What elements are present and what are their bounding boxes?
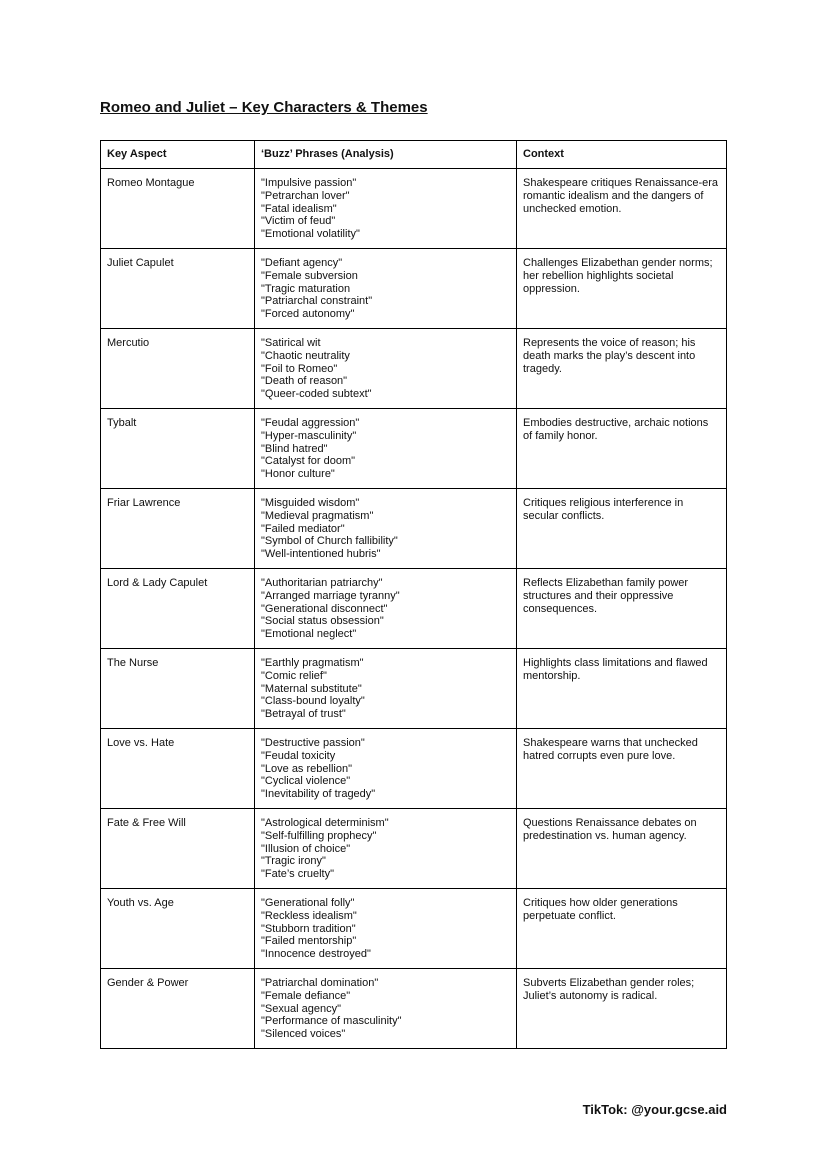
buzz-phrase: "Patriarchal domination" xyxy=(261,977,379,989)
key-aspect-cell: Love vs. Hate xyxy=(101,729,255,809)
table-body xyxy=(101,169,727,1049)
buzz-phrases-cell xyxy=(255,169,517,249)
buzz-phrase: "Victim of feud" xyxy=(261,215,336,228)
buzz-phrases-cell xyxy=(255,329,517,409)
buzz-phrase: "Fatal idealism" xyxy=(261,202,337,215)
key-aspect-cell: Friar Lawrence xyxy=(101,489,255,569)
context-cell: Questions Renaissance debates on predestination vs. human agency. xyxy=(517,809,727,889)
buzz-phrase: "Inevitability of tragedy" xyxy=(261,788,376,801)
table-row xyxy=(101,969,727,1049)
buzz-phrase: "Feudal toxicity xyxy=(261,749,336,762)
buzz-phrase: "Blind hatred" xyxy=(261,442,328,455)
buzz-phrase: "Astrological determinism" xyxy=(261,817,389,829)
key-aspect-cell: Fate & Free Will xyxy=(101,809,255,889)
key-aspect-cell: Youth vs. Age xyxy=(101,889,255,969)
context-cell: Critiques how older generations perpetuate conflict. xyxy=(517,889,727,969)
buzz-phrase: "Betrayal of trust" xyxy=(261,708,346,721)
buzz-phrase: "Chaotic neutrality xyxy=(261,349,350,362)
buzz-phrase: "Innocence destroyed" xyxy=(261,948,371,961)
buzz-phrase: "Illusion of choice" xyxy=(261,842,351,855)
table-row xyxy=(101,409,727,489)
table-row xyxy=(101,249,727,329)
buzz-phrases-cell xyxy=(255,649,517,729)
table-row xyxy=(101,729,727,809)
buzz-phrase: "Reckless idealism" xyxy=(261,909,357,922)
buzz-phrases-cell xyxy=(255,889,517,969)
context-cell: Subverts Elizabethan gender roles; Juliet’s autonomy is radical. xyxy=(517,969,727,1049)
buzz-phrase: "Earthly pragmatism" xyxy=(261,657,364,669)
buzz-phrase: "Authoritarian patriarchy" xyxy=(261,577,383,589)
table-row xyxy=(101,809,727,889)
context-cell: Shakespeare critiques Renaissance-era romantic idealism and the dangers of unchecked emotion. xyxy=(517,169,727,249)
table-row xyxy=(101,569,727,649)
buzz-phrase: "Medieval pragmatism" xyxy=(261,509,374,522)
buzz-phrase: "Stubborn tradition" xyxy=(261,922,356,935)
key-aspect-cell: Tybalt xyxy=(101,409,255,489)
buzz-phrases-cell xyxy=(255,809,517,889)
context-cell: Embodies destructive, archaic notions of family honor. xyxy=(517,409,727,489)
context-cell: Highlights class limitations and flawed mentorship. xyxy=(517,649,727,729)
context-cell: Represents the voice of reason; his death marks the play’s descent into tragedy. xyxy=(517,329,727,409)
page-title: Romeo and Juliet – Key Characters & Themes xyxy=(100,99,428,116)
buzz-phrase: "Generational disconnect" xyxy=(261,602,388,615)
header-key-aspect: Key Aspect xyxy=(101,141,255,169)
buzz-phrase: "Honor culture" xyxy=(261,468,335,481)
key-aspect-cell: Juliet Capulet xyxy=(101,249,255,329)
table-row xyxy=(101,489,727,569)
table-row xyxy=(101,329,727,409)
buzz-phrase: "Foil to Romeo" xyxy=(261,362,338,375)
buzz-phrase: "Emotional volatility" xyxy=(261,228,360,241)
characters-themes-table xyxy=(100,140,727,1049)
key-aspect-cell: Lord & Lady Capulet xyxy=(101,569,255,649)
buzz-phrase: "Tragic irony" xyxy=(261,855,326,868)
buzz-phrase: "Love as rebellion" xyxy=(261,762,352,775)
context-cell: Critiques religious interference in secular conflicts. xyxy=(517,489,727,569)
buzz-phrase: "Death of reason" xyxy=(261,375,348,388)
buzz-phrase: "Failed mentorship" xyxy=(261,935,357,948)
buzz-phrase: "Well-intentioned hubris" xyxy=(261,548,381,561)
buzz-phrase: "Hyper-masculinity" xyxy=(261,429,357,442)
key-aspect-cell: Romeo Montague xyxy=(101,169,255,249)
buzz-phrase: "Social status obsession" xyxy=(261,615,384,628)
buzz-phrase: "Tragic maturation xyxy=(261,282,351,295)
key-aspect-cell: Mercutio xyxy=(101,329,255,409)
buzz-phrase: "Emotional neglect" xyxy=(261,628,357,641)
buzz-phrase: "Feudal aggression" xyxy=(261,417,360,429)
buzz-phrase: "Petrarchan lover" xyxy=(261,189,350,202)
buzz-phrase: "Class-bound loyalty" xyxy=(261,695,365,708)
buzz-phrases-cell xyxy=(255,569,517,649)
context-cell: Shakespeare warns that unchecked hatred corrupts even pure love. xyxy=(517,729,727,809)
buzz-phrase: "Fate’s cruelty" xyxy=(261,868,335,881)
buzz-phrase: "Satirical wit xyxy=(261,337,321,349)
buzz-phrase: "Generational folly" xyxy=(261,897,355,909)
buzz-phrase: "Self-fulfilling prophecy" xyxy=(261,829,377,842)
buzz-phrases-cell xyxy=(255,969,517,1049)
buzz-phrase: "Forced autonomy" xyxy=(261,308,355,321)
buzz-phrase: "Symbol of Church fallibility" xyxy=(261,535,398,548)
buzz-phrase: "Sexual agency" xyxy=(261,1002,341,1015)
buzz-phrase: "Patriarchal constraint" xyxy=(261,295,373,308)
buzz-phrase: "Queer-coded subtext" xyxy=(261,388,372,401)
header-buzz-phrases: ‘Buzz’ Phrases (Analysis) xyxy=(255,141,517,169)
buzz-phrase: "Destructive passion" xyxy=(261,737,365,749)
table-header-row xyxy=(101,141,727,169)
buzz-phrase: "Cyclical violence" xyxy=(261,775,351,788)
buzz-phrase: "Arranged marriage tyranny" xyxy=(261,589,400,602)
header-context: Context xyxy=(517,141,727,169)
buzz-phrases-cell xyxy=(255,249,517,329)
buzz-phrase: "Performance of masculinity" xyxy=(261,1015,402,1028)
buzz-phrase: "Female subversion xyxy=(261,269,358,282)
footer-tiktok-handle: TikTok: @your.gcse.aid xyxy=(582,1102,727,1117)
buzz-phrases-cell xyxy=(255,409,517,489)
buzz-phrase: "Impulsive passion" xyxy=(261,177,357,189)
key-aspect-cell: Gender & Power xyxy=(101,969,255,1049)
key-aspect-cell: The Nurse xyxy=(101,649,255,729)
buzz-phrase: "Misguided wisdom" xyxy=(261,497,360,509)
buzz-phrase: "Maternal substitute" xyxy=(261,682,362,695)
table-row xyxy=(101,169,727,249)
context-cell: Reflects Elizabethan family power structures and their oppressive consequences. xyxy=(517,569,727,649)
context-cell: Challenges Elizabethan gender norms; her rebellion highlights societal oppression. xyxy=(517,249,727,329)
buzz-phrase: "Silenced voices" xyxy=(261,1028,346,1041)
buzz-phrase: "Failed mediator" xyxy=(261,522,345,535)
buzz-phrase: "Defiant agency" xyxy=(261,257,343,269)
table-row xyxy=(101,649,727,729)
buzz-phrase: "Comic relief" xyxy=(261,669,327,682)
buzz-phrases-cell xyxy=(255,729,517,809)
buzz-phrases-cell xyxy=(255,489,517,569)
table-row xyxy=(101,889,727,969)
buzz-phrase: "Catalyst for doom" xyxy=(261,455,356,468)
buzz-phrase: "Female defiance" xyxy=(261,989,351,1002)
